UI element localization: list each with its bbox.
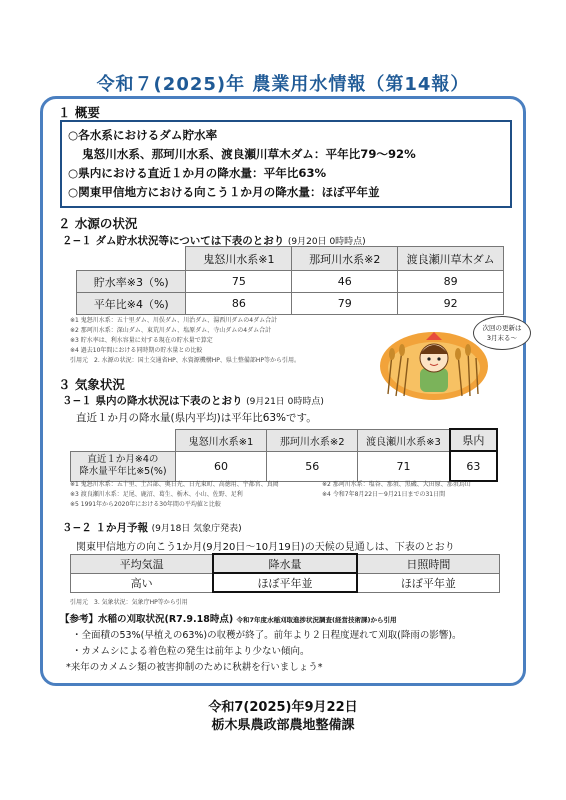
dam-cell: 86 — [186, 293, 292, 315]
rain-footnotes-left — [70, 480, 279, 510]
issuing-organization: 栃木県農政部農地整備課 — [211, 718, 355, 733]
rain-subheading-note: (9月21日 0時時点) — [246, 397, 324, 407]
section-water-source-heading: ２ 水源の状況 — [58, 216, 138, 231]
next-update-callout — [473, 316, 531, 350]
dam-cell: 92 — [398, 293, 504, 315]
rain-row-label — [71, 451, 176, 481]
footnote: ※3 渡良瀬川水系：足尾、鹿沼、葛生、栃木、小山、佐野、足利 — [70, 491, 243, 498]
reference-bullet: ・全面積の53%(早植えの63%)の収穫が終了。前年より２日程度遅れて刈取(降雨の影響)。 — [72, 630, 462, 641]
rain-cell: 60 — [175, 451, 266, 481]
forecast-cell: ほぼ平年並 — [357, 573, 500, 592]
dam-col-header: 那珂川水系※2 — [292, 247, 398, 271]
reference-title-text: 【参考】水稲の刈取状況(R7.9.18時点) — [60, 614, 234, 625]
reference-title — [60, 612, 520, 628]
forecast-subheading — [62, 520, 242, 535]
dam-table — [76, 246, 504, 315]
dam-subheading-text: ２−１ ダム貯水状況等については下表のとおり — [62, 235, 285, 247]
rain-subheading-text: ３−１ 県内の降水状況は下表のとおり — [62, 395, 243, 407]
footnote: ※1 鬼怒川水系：五十里、土呂部、奥日光、日光東町、高徳用、宇都宮、真岡 — [70, 481, 279, 488]
issue-date: 令和7(2025)年9月22日 — [208, 700, 358, 715]
footnote: ※4 令和7年8月22日～9月21日までの31日間 — [322, 491, 446, 498]
dam-cell: 89 — [398, 271, 504, 293]
forecast-subheading-text: ３−２ １か月予報 — [62, 522, 148, 534]
section-weather-heading: ３ 気象状況 — [58, 377, 125, 392]
forecast-intro: 関東甲信地方の向こう1か月(9月20日～10月19日)の天候の見通しは、下表のとおり — [76, 542, 455, 553]
forecast-col-header: 平均気温 — [71, 554, 214, 573]
rain-cell-prefecture: 63 — [450, 451, 497, 481]
rain-col-header: 渡良瀬川水系※3 — [358, 429, 450, 451]
rain-table — [70, 428, 498, 482]
reference-block — [60, 612, 520, 676]
footnote: ※3 貯水率は、利水容量に対する現在の貯水量で算定 — [70, 337, 213, 344]
dam-col-header: 鬼怒川水系※1 — [186, 247, 292, 271]
summary-line-1: ○各水系におけるダム貯水率 — [68, 128, 218, 142]
rain-row-label-line-1: 直近１か月※4の — [87, 454, 159, 465]
rain-footnotes-right — [322, 480, 471, 500]
forecast-col-header: 日照時間 — [357, 554, 500, 573]
reference-bullet: *来年のカメムシ類の被害抑制のために秋耕を行いましょう* — [66, 662, 323, 673]
summary-line-3: ○県内における直近１か月の降水量：平年比63% — [68, 166, 327, 180]
section-overview-heading: １ 概要 — [58, 105, 100, 120]
rain-col-header: 那珂川水系※2 — [267, 429, 358, 451]
dam-col-header: 渡良瀬川草木ダム — [398, 247, 504, 271]
page-title: 令和７(2025)年 農業用水情報（第14報） — [96, 74, 470, 95]
summary-box — [60, 120, 512, 208]
footnote: ※2 那珂川水系：深山ダム、東荒川ダム、塩原ダム、寺山ダムの4ダム合計 — [70, 327, 272, 334]
footnote: ※5 1991年から2020年における30年間の平均値と比較 — [70, 501, 221, 508]
summary-line-4: ○関東甲信地方における向こう１か月の降水量：ほぼ平年並 — [68, 185, 380, 199]
forecast-subheading-note: (9月18日 気象庁発表) — [151, 524, 242, 534]
rain-table-corner — [71, 429, 176, 451]
rain-col-header: 鬼怒川水系※1 — [175, 429, 266, 451]
callout-line-2: 3月末る〜 — [486, 334, 518, 342]
forecast-col-header: 降水量 — [213, 554, 356, 573]
summary-line-2: 鬼怒川水系、那珂川水系、渡良瀬川草木ダム：平年比79～92% — [82, 147, 416, 161]
rain-subheading — [62, 393, 324, 408]
dam-row-label: 平年比※4（%) — [77, 293, 186, 315]
dam-cell: 46 — [292, 271, 398, 293]
rain-col-header-prefecture: 県内 — [450, 429, 497, 451]
callout-line-1: 次回の更新は — [482, 324, 522, 332]
dam-table-corner — [77, 247, 186, 271]
forecast-cell: 高い — [71, 573, 214, 592]
reference-bullet: ・カメムシによる着色粒の発生は前年より少ない傾向。 — [72, 646, 310, 657]
forecast-source: 引用元 3. 気象状況：気象庁HP等から引用 — [70, 599, 188, 606]
reference-title-note: 令和7年度水稲刈取進捗状況調査(経営技術課)から引用 — [236, 616, 397, 624]
footnote: ※1 鬼怒川水系：五十里ダム、川俣ダム、川治ダム、湯西川ダムの4ダム合計 — [70, 317, 278, 324]
footnote: ※4 過去10年間における同時期の貯水量との比較 — [70, 347, 203, 354]
footnote: 引用元 2. 水源の状況：国土交通省HP、水資源機構HP、県土整備部HP等から引用。 — [70, 357, 301, 364]
dam-footnotes — [70, 316, 300, 366]
dam-cell: 79 — [292, 293, 398, 315]
rain-cell: 56 — [267, 451, 358, 481]
dam-subheading-note: (9月20日 0時時点) — [287, 237, 366, 247]
rain-row-label-line-2: 降水量平年比※5(%) — [79, 466, 167, 477]
rain-intro: 直近１か月の降水量(県内平均)は平年比63%です。 — [76, 412, 317, 424]
forecast-table — [70, 553, 500, 593]
dam-row-label: 貯水率※3（%) — [77, 271, 186, 293]
forecast-cell: ほぼ平年並 — [213, 573, 356, 592]
dam-cell: 75 — [186, 271, 292, 293]
rain-cell: 71 — [358, 451, 450, 481]
footnote: ※2 那珂川水系：塩谷、那須、黒磯、大田原、那須烏山 — [322, 481, 471, 488]
